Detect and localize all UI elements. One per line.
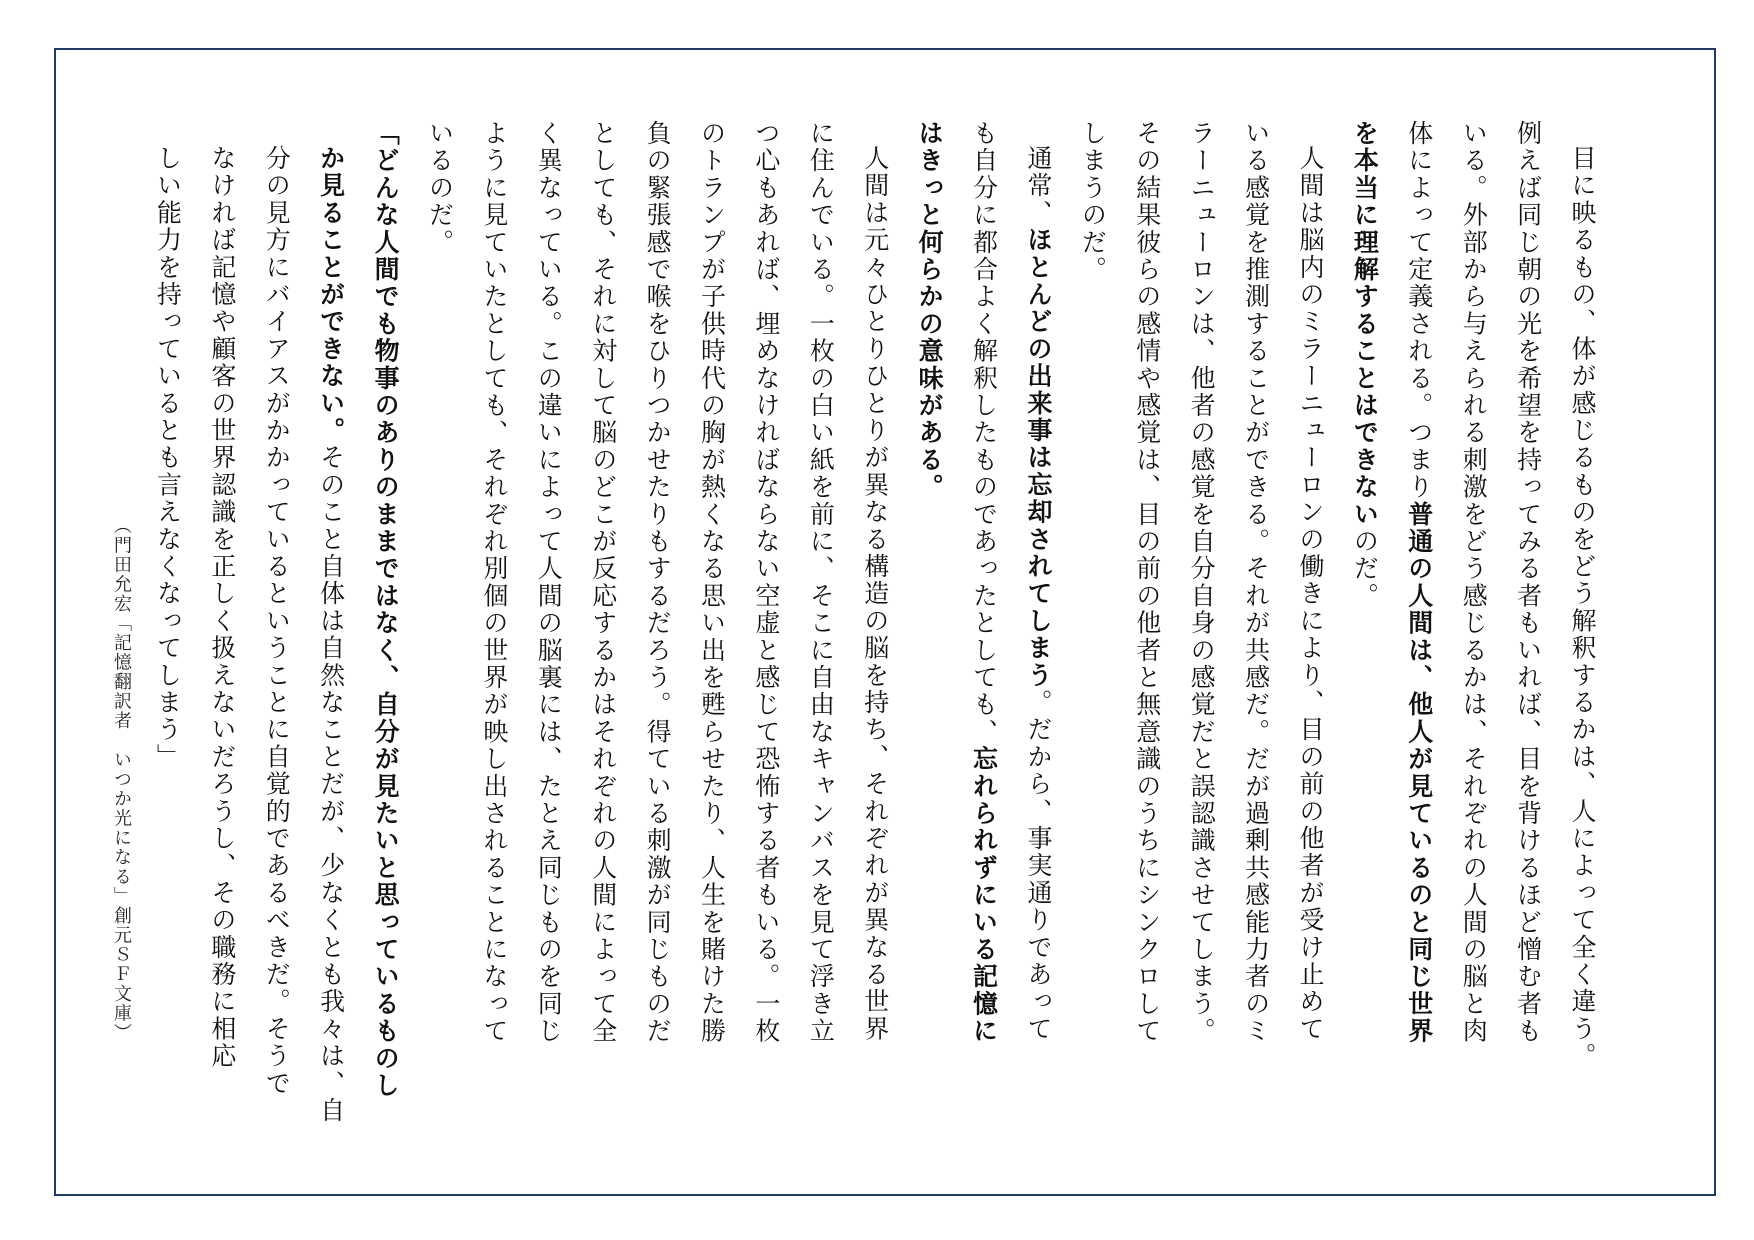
text-line: いるのだ。 [425, 120, 455, 256]
plain-text: 通常、 [1023, 145, 1053, 227]
text-line: 人間は脳内のミラーニューロンの働きにより、目の前の他者が受け止めて [1295, 145, 1325, 1043]
text-line: いる感覚を推測することができる。それが共感だ。だが過剰共感能力者のミ [1241, 120, 1271, 1045]
text-line: としても、それに対して脳のどこが反応するかはそれぞれの人間によって全 [588, 120, 618, 1045]
plain-text: そのこと自体は自然なことだが、少なくとも我々は、自 [316, 444, 346, 1125]
text-line: しまうのだ。 [1078, 120, 1108, 284]
paragraph-1 [1337, 120, 1609, 1120]
vertical-text-body [140, 120, 1609, 1125]
text-line: 例えば同じ朝の光を希望を持ってみる者もいれば、目を背けるほど憎む者も [1513, 120, 1543, 1045]
text-line [1011, 120, 1065, 1120]
text-line: ラーニューロンは、他者の感覚を自分自身の感覚だと誤認識させてしまう。 [1187, 120, 1217, 1045]
text-line: 負の緊張感で喉をひりつかせたりもするだろう。得ている刺激が同じものだ [643, 120, 673, 1045]
text-line [1337, 120, 1391, 1120]
text-line [902, 120, 956, 1120]
bold-text: ほとんどの出来事は忘却されてしまう [1023, 226, 1053, 690]
source-citation: （門田允宏「記憶翻訳者 いつか光になる」創元ＳＦ文庫） [111, 516, 132, 1043]
text-line: 人間は元々ひとりひとりが異なる構造の脳を持ち、それぞれが異なる世界 [860, 145, 890, 1043]
text-line: のトランプが子供時代の胸が熱くなる思い出を甦らせたり、人生を賭けた勝 [697, 120, 727, 1045]
text-line [1391, 120, 1445, 1120]
text-line: なければ記憶や顧客の世界認識を正しく扱えないだろうし、その職務に相応 [207, 145, 237, 1070]
plain-text: 体によって定義される。つまり [1404, 120, 1434, 501]
bold-text: か見ることができない。 [316, 145, 346, 445]
text-line: 目に映るもの、体が感じるものをどう解釈するかは、人によって全く違う。 [1568, 145, 1597, 1070]
bold-text: 忘れられずにいる記憶に [969, 745, 999, 1045]
text-line: いる。外部から与えられる刺激をどう感じるかは、それぞれの人間の脳と肉 [1459, 120, 1489, 1045]
bold-text: はきっと何らかの意味がある。 [915, 120, 945, 501]
text-line: しい能力を持っているとも言えなくなってしまう」 [153, 145, 183, 771]
text-line [358, 120, 412, 1120]
quote-paragraph [140, 120, 412, 1125]
bold-text: を本当に理解することはできない [1350, 120, 1380, 528]
text-line: その結果彼らの感情や感覚は、目の前の他者と無意識のうちにシンクロして [1132, 120, 1162, 1045]
text-line: つ心もあれば、埋めなければならない空虚と感じて恐怖する者もいる。一枚 [751, 120, 781, 1045]
text-line: く異なっている。この違いによって人間の脳裏には、たとえ同じものを同じ [534, 120, 564, 1045]
text-line: ように見ていたとしても、それぞれ別個の世界が映し出されることになって [479, 120, 509, 1045]
text-line: に住んでいる。一枚の白い紙を前に、そこに自由なキャンバスを見て浮き立 [806, 120, 836, 1045]
bold-text: 普通の人間は、他人が見ているのと同じ世界 [1404, 500, 1434, 1045]
plain-text: 。だから、事実通りであって [1023, 689, 1053, 1043]
plain-text: も自分に都合よく解釈したものであったとしても、 [969, 120, 999, 746]
paragraph-4 [412, 120, 902, 1120]
paragraph-3 [902, 120, 1065, 1120]
text-line [303, 120, 357, 1125]
paragraph-2 [1065, 120, 1337, 1120]
text-line [956, 120, 1010, 1120]
plain-text: のだ。 [1350, 528, 1380, 610]
text-line: 分の見方にバイアスがかかっているということに自覚的であるべきだ。そうで [262, 145, 292, 1097]
bold-text: 「どんな人間でも物事のありのままではなく、自分が見たいと思っているものし [371, 120, 401, 1100]
